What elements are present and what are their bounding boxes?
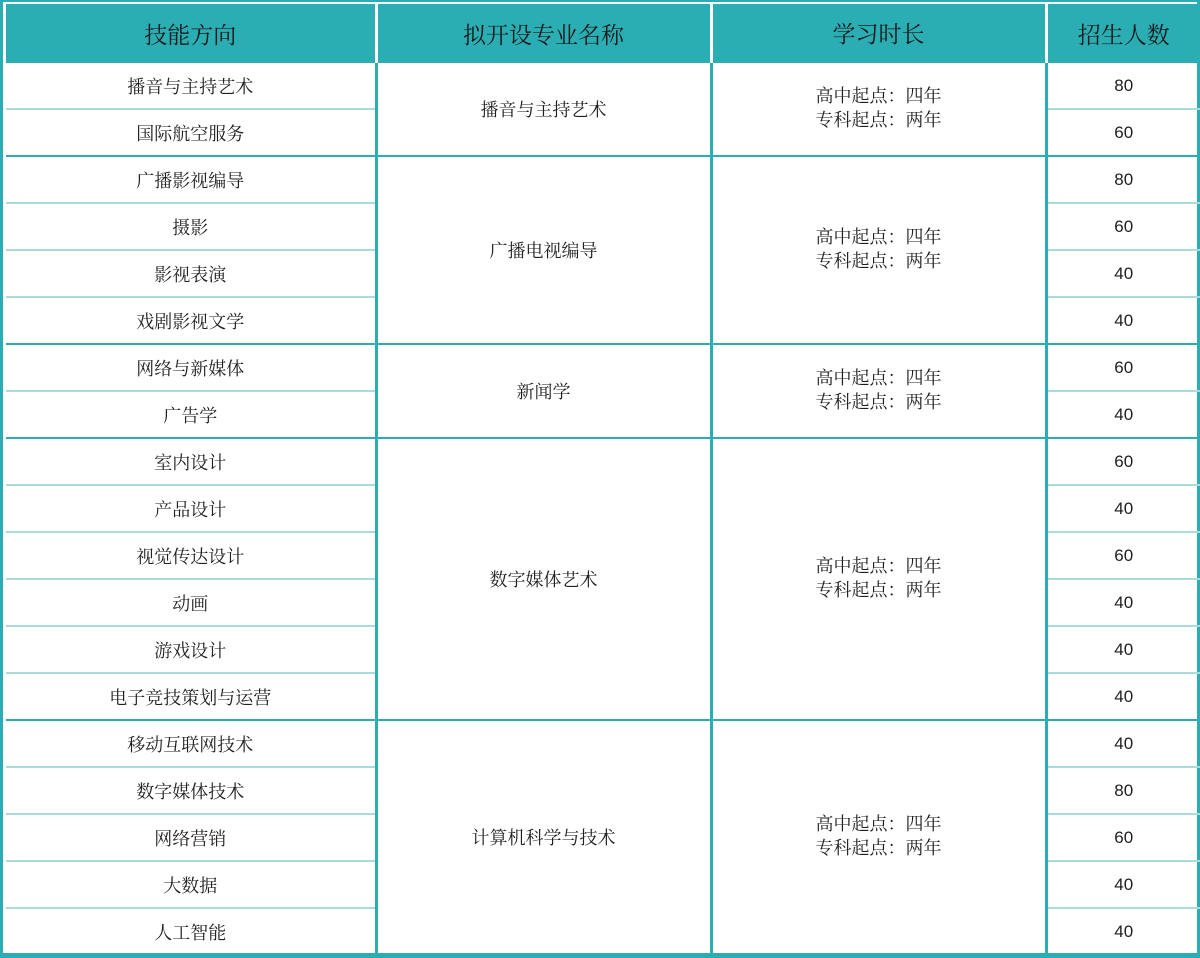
duration-line-1: 高中起点：四年: [815, 368, 942, 389]
skill-cell: 摄影: [6, 203, 376, 250]
count-cell: 40: [1046, 626, 1200, 673]
duration-line-2: 专科起点：两年: [815, 251, 942, 272]
major-cell: 计算机科学与技术: [376, 720, 711, 954]
major-cell: 播音与主持艺术: [376, 63, 711, 156]
table-row: [6, 720, 1200, 767]
header-duration: 学习时长: [711, 4, 1046, 63]
count-cell: 60: [1046, 438, 1200, 485]
header-skill-direction: 技能方向: [6, 4, 376, 63]
count-cell: 80: [1046, 156, 1200, 203]
skill-cell: 国际航空服务: [6, 109, 376, 156]
skill-cell: 网络营销: [6, 814, 376, 861]
header-enrollment: 招生人数: [1046, 4, 1200, 63]
table-body: [6, 63, 1200, 954]
major-cell: 新闻学: [376, 344, 711, 438]
skill-cell: 移动互联网技术: [6, 720, 376, 767]
duration-line-2: 专科起点：两年: [815, 110, 942, 131]
skill-cell: 戏剧影视文学: [6, 297, 376, 344]
duration-line-2: 专科起点：两年: [815, 392, 942, 413]
table-row: [6, 63, 1200, 109]
skill-cell: 数字媒体技术: [6, 767, 376, 814]
skill-cell: 影视表演: [6, 250, 376, 297]
duration-cell: [711, 438, 1046, 720]
count-cell: 60: [1046, 203, 1200, 250]
duration-cell: [711, 63, 1046, 156]
count-cell: 40: [1046, 297, 1200, 344]
count-cell: 60: [1046, 532, 1200, 579]
count-cell: 40: [1046, 673, 1200, 720]
count-cell: 40: [1046, 720, 1200, 767]
skill-cell: 广播影视编导: [6, 156, 376, 203]
skill-cell: 网络与新媒体: [6, 344, 376, 391]
skill-cell: 室内设计: [6, 438, 376, 485]
count-cell: 40: [1046, 391, 1200, 438]
duration-line-2: 专科起点：两年: [815, 580, 942, 601]
skill-cell: 广告学: [6, 391, 376, 438]
duration-line-1: 高中起点：四年: [815, 227, 942, 248]
duration-cell: [711, 720, 1046, 954]
duration-cell: [711, 156, 1046, 344]
count-cell: 80: [1046, 767, 1200, 814]
table-row: [6, 344, 1200, 391]
duration-cell: [711, 344, 1046, 438]
header-row: [6, 4, 1200, 63]
count-cell: 60: [1046, 109, 1200, 156]
count-cell: 80: [1046, 63, 1200, 109]
major-cell: 数字媒体艺术: [376, 438, 711, 720]
duration-line-1: 高中起点：四年: [815, 814, 942, 835]
skill-cell: 产品设计: [6, 485, 376, 532]
count-cell: 40: [1046, 908, 1200, 954]
duration-line-1: 高中起点：四年: [815, 86, 942, 107]
skill-cell: 游戏设计: [6, 626, 376, 673]
major-cell: 广播电视编导: [376, 156, 711, 344]
skill-cell: 播音与主持艺术: [6, 63, 376, 109]
count-cell: 60: [1046, 814, 1200, 861]
duration-line-2: 专科起点：两年: [815, 838, 942, 859]
count-cell: 40: [1046, 250, 1200, 297]
skill-cell: 大数据: [6, 861, 376, 908]
count-cell: 40: [1046, 579, 1200, 626]
count-cell: 40: [1046, 861, 1200, 908]
table-row: [6, 438, 1200, 485]
skill-cell: 电子竞技策划与运营: [6, 673, 376, 720]
count-cell: 40: [1046, 485, 1200, 532]
program-table: [6, 4, 1200, 955]
table-row: [6, 156, 1200, 203]
header-major-name: 拟开设专业名称: [376, 4, 711, 63]
table-header: [6, 4, 1200, 63]
duration-line-1: 高中起点：四年: [815, 556, 942, 577]
skill-cell: 人工智能: [154, 922, 227, 944]
count-cell: 60: [1046, 344, 1200, 391]
skill-cell: 动画: [6, 579, 376, 626]
skill-cell: 视觉传达设计: [6, 532, 376, 579]
